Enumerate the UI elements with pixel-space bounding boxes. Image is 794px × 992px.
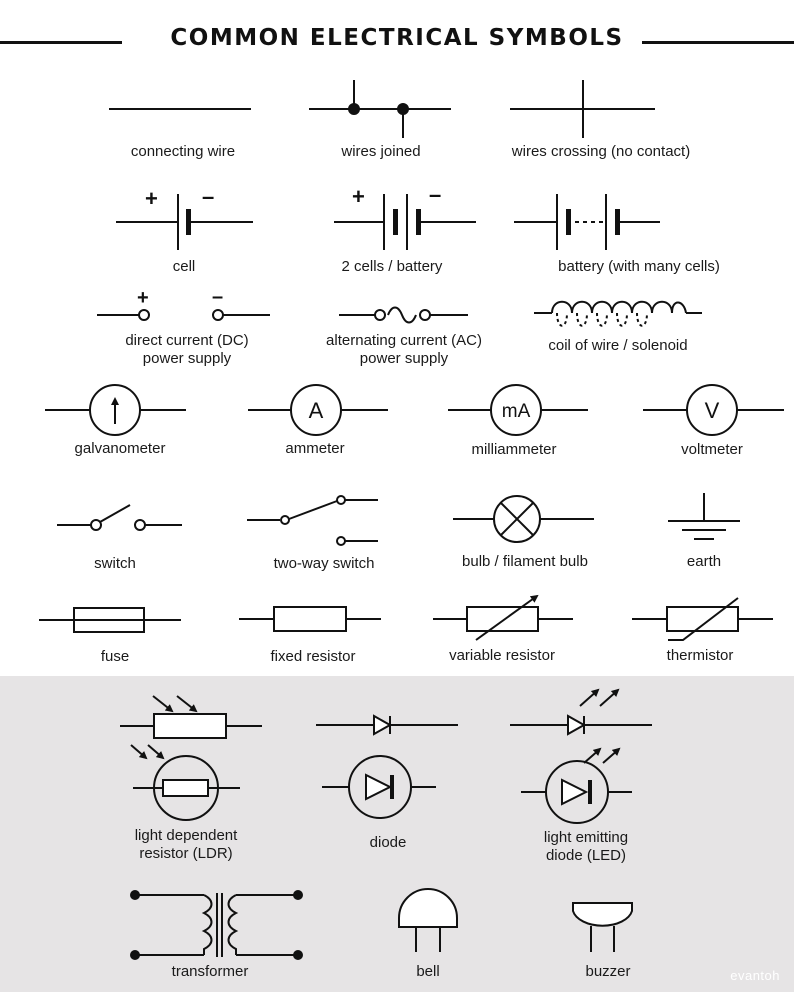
battery-minus-sign: – [429, 182, 442, 207]
fixed-resistor-symbol [239, 607, 381, 631]
dc-label-line1: direct current (DC) [125, 332, 249, 349]
ac-label-line2: power supply [359, 350, 449, 367]
earth-symbol [668, 493, 740, 539]
led-label-line2: diode (LED) [545, 847, 627, 864]
ldr-label-line2: resistor (LDR) [139, 845, 233, 862]
voltmeter-letter: V [704, 398, 720, 423]
ammeter-label: ammeter [285, 440, 345, 457]
transformer-label: transformer [171, 963, 249, 980]
transformer-symbol [131, 891, 302, 959]
two-way-switch-label: two-way switch [273, 555, 375, 572]
buzzer-symbol [573, 903, 632, 952]
coil-symbol [534, 302, 702, 326]
diode-circle-symbol [322, 756, 436, 818]
battery-many-label: battery (with many cells) [558, 258, 720, 275]
ac-power-supply-symbol [339, 308, 468, 323]
bulb-symbol [453, 496, 594, 542]
switch-symbol [57, 505, 182, 530]
two-cells-label: 2 cells / battery [341, 258, 443, 275]
wires-joined-label: wires joined [341, 143, 421, 160]
cell-plus-sign: + [145, 186, 158, 211]
dc-label-line2: power supply [142, 350, 232, 367]
voltmeter-label: voltmeter [681, 441, 743, 458]
wires-crossing-label: wires crossing (no contact) [511, 143, 691, 160]
dc-minus-sign: – [212, 286, 224, 308]
watermark: evantoh [730, 968, 780, 983]
diode-label: diode [369, 834, 407, 851]
wires-crossing-symbol [510, 80, 655, 138]
battery-many-cells-symbol [514, 194, 660, 250]
led-circle-symbol [521, 749, 632, 823]
thermistor-symbol [632, 598, 773, 640]
milliammeter-letters: mA [501, 401, 531, 422]
coil-label: coil of wire / solenoid [548, 337, 688, 354]
galvanometer-symbol [45, 385, 186, 435]
led-label-line1: light emitting [543, 829, 629, 846]
dc-power-supply-symbol [97, 310, 270, 320]
milliammeter-label: milliammeter [471, 441, 557, 458]
page-title: COMMON ELECTRICAL SYMBOLS [0, 25, 794, 51]
variable-resistor-label: variable resistor [449, 647, 555, 664]
thermistor-label: thermistor [666, 647, 734, 664]
cell-label: cell [172, 258, 196, 275]
bell-label: bell [416, 963, 440, 980]
cell-symbol [116, 194, 253, 250]
variable-resistor-symbol [433, 596, 573, 640]
earth-label: earth [686, 553, 722, 570]
two-way-switch-symbol [247, 496, 378, 545]
dc-plus-sign: + [137, 287, 149, 309]
fuse-label: fuse [100, 648, 130, 665]
ammeter-letter: A [308, 398, 324, 423]
led-symbol [510, 690, 652, 734]
ldr-symbol [120, 696, 262, 738]
ldr-label-line1: light dependent [134, 827, 238, 844]
bell-symbol [399, 889, 457, 952]
battery-plus-sign: + [352, 184, 365, 209]
buzzer-label: buzzer [585, 963, 631, 980]
galvanometer-label: galvanometer [74, 440, 166, 457]
switch-label: switch [94, 555, 136, 572]
connecting-wire-label: connecting wire [130, 143, 236, 160]
diode-symbol [316, 716, 458, 734]
cell-minus-sign: – [202, 184, 215, 209]
ldr-circle-symbol [131, 745, 240, 820]
wires-joined-symbol [309, 80, 451, 138]
bulb-label: bulb / filament bulb [462, 553, 588, 570]
fuse-symbol [39, 608, 181, 632]
fixed-resistor-label: fixed resistor [270, 648, 356, 665]
ac-label-line1: alternating current (AC) [326, 332, 482, 349]
